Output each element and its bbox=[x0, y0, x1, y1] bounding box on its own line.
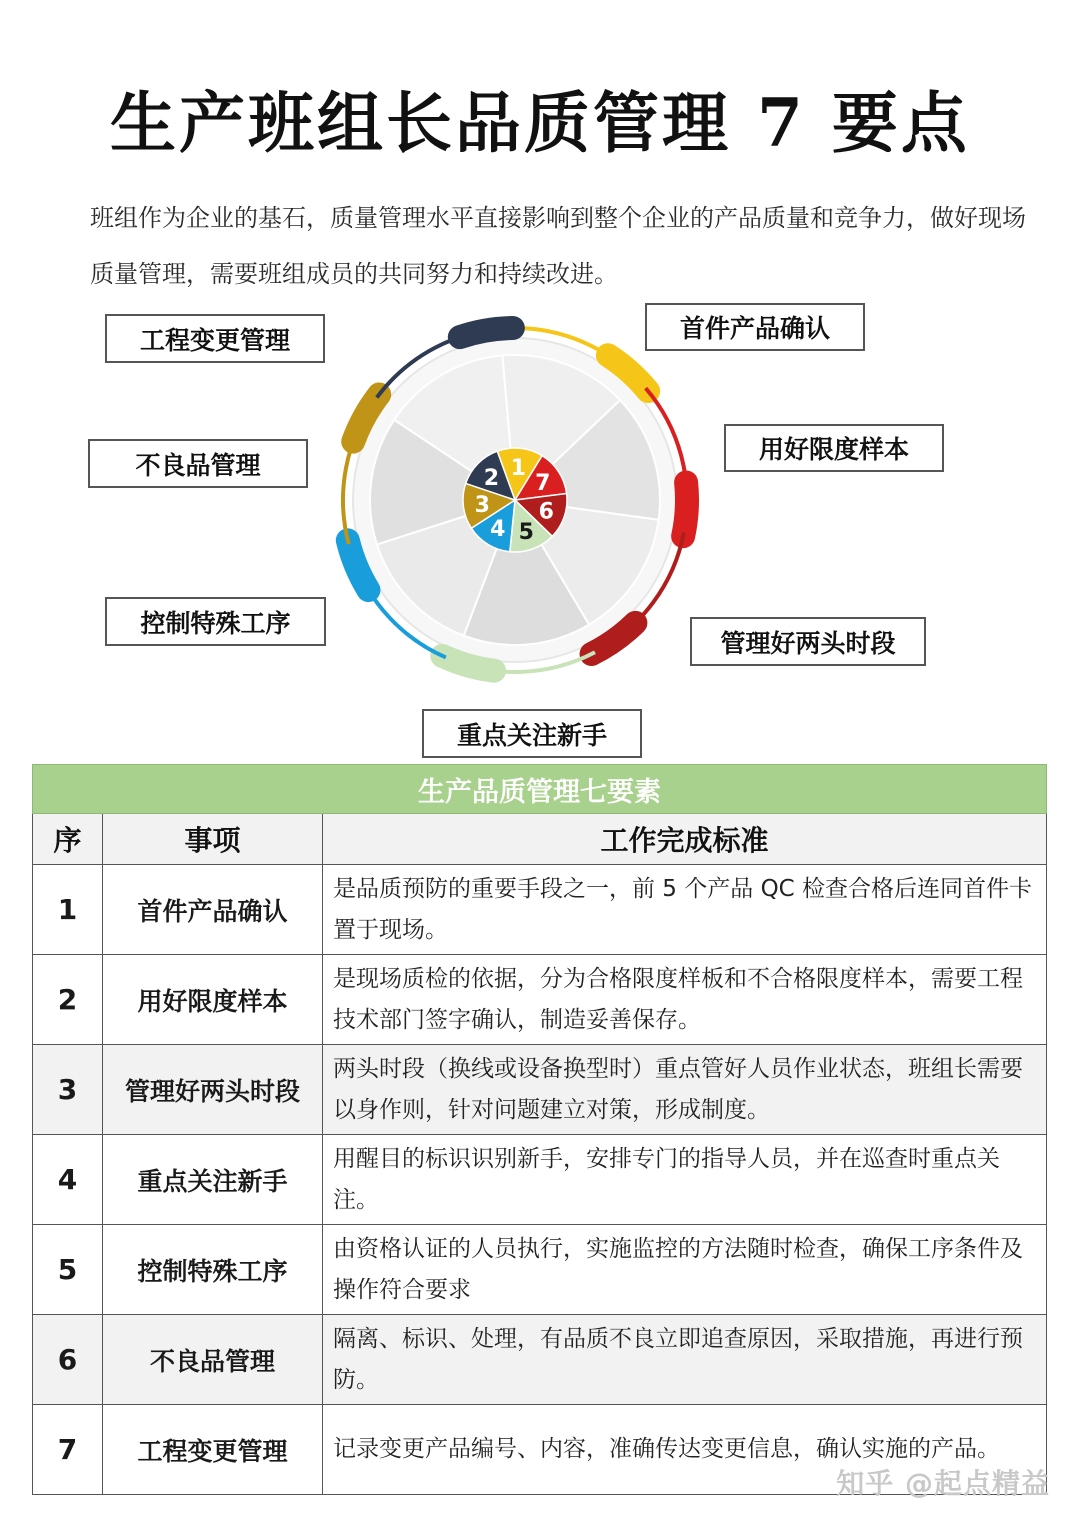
diagram-label-first-article: 首件产品确认 bbox=[645, 303, 865, 351]
row-item: 管理好两头时段 bbox=[103, 1045, 323, 1135]
row-standard: 是品质预防的重要手段之一，前 5 个产品 QC 检查合格后连同首件卡置于现场。 bbox=[323, 865, 1047, 955]
row-number: 6 bbox=[33, 1315, 103, 1405]
row-number: 2 bbox=[33, 955, 103, 1045]
row-item: 用好限度样本 bbox=[103, 955, 323, 1045]
circular-diagram bbox=[290, 300, 720, 700]
center-pie-number: 4 bbox=[490, 517, 506, 543]
row-item: 重点关注新手 bbox=[103, 1135, 323, 1225]
diagram-label-new-workers: 重点关注新手 bbox=[422, 709, 642, 758]
row-number: 4 bbox=[33, 1135, 103, 1225]
row-item: 工程变更管理 bbox=[103, 1405, 323, 1495]
intro-paragraph: 班组作为企业的基石，质量管理水平直接影响到整个企业的产品质量和竞争力，做好现场质量管理，需要班组成员的共同努力和持续改进。 bbox=[90, 204, 1026, 288]
row-standard: 由资格认证的人员执行，实施监控的方法随时检查，确保工序条件及操作符合要求 bbox=[323, 1225, 1047, 1315]
table-row bbox=[33, 1135, 1047, 1225]
row-standard: 是现场质检的依据，分为合格限度样板和不合格限度样本，需要工程技术部门签字确认，制造妥善保存。 bbox=[323, 955, 1047, 1045]
center-pie-number: 3 bbox=[474, 493, 490, 519]
row-standard: 记录变更产品编号、内容，准确传达变更信息，确认实施的产品。 bbox=[323, 1405, 1047, 1495]
row-standard: 两头时段（换线或设备换型时）重点管好人员作业状态，班组长需要以身作则，针对问题建立对策，形成制度。 bbox=[323, 1045, 1047, 1135]
center-pie-number: 7 bbox=[535, 471, 551, 497]
header-standard: 工作完成标准 bbox=[323, 814, 1047, 865]
table-row bbox=[33, 1315, 1047, 1405]
row-item: 控制特殊工序 bbox=[103, 1225, 323, 1315]
page-title: 生产班组长品质管理 7 要点 bbox=[110, 84, 970, 162]
row-item: 首件产品确认 bbox=[103, 865, 323, 955]
row-item: 不良品管理 bbox=[103, 1315, 323, 1405]
diagram-label-special-process: 控制特殊工序 bbox=[105, 597, 326, 646]
diagram-label-limit-sample: 用好限度样本 bbox=[724, 424, 944, 472]
watermark: 知乎 @起点精益 bbox=[836, 1467, 1050, 1500]
row-number: 1 bbox=[33, 865, 103, 955]
row-number: 7 bbox=[33, 1405, 103, 1495]
diagram-label-two-ends-period: 管理好两头时段 bbox=[690, 617, 926, 666]
table-row bbox=[33, 955, 1047, 1045]
center-pie-number: 6 bbox=[538, 499, 554, 525]
header-number: 序 bbox=[33, 814, 103, 865]
header-item: 事项 bbox=[103, 814, 323, 865]
table-title: 生产品质管理七要素 bbox=[33, 765, 1047, 814]
ring-thick-segment bbox=[460, 328, 513, 337]
center-pie-number: 5 bbox=[518, 520, 534, 546]
ring-thick-segment bbox=[683, 482, 687, 536]
row-number: 5 bbox=[33, 1225, 103, 1315]
table-row bbox=[33, 1225, 1047, 1315]
center-pie-number: 1 bbox=[510, 456, 526, 482]
center-numbered-pie bbox=[463, 448, 567, 552]
center-pie-number: 2 bbox=[483, 465, 500, 491]
row-number: 3 bbox=[33, 1045, 103, 1135]
diagram-label-defective-products: 不良品管理 bbox=[88, 439, 308, 488]
quality-elements-table bbox=[32, 764, 1047, 1495]
row-standard: 隔离、标识、处理，有品质不良立即追查原因，采取措施，再进行预防。 bbox=[323, 1315, 1047, 1405]
table-row bbox=[33, 1045, 1047, 1135]
diagram-label-engineering-change: 工程变更管理 bbox=[105, 314, 325, 363]
ring-thick-segment bbox=[442, 656, 494, 671]
row-standard: 用醒目的标识识别新手，安排专门的指导人员，并在巡查时重点关注。 bbox=[323, 1135, 1047, 1225]
table-row bbox=[33, 865, 1047, 955]
